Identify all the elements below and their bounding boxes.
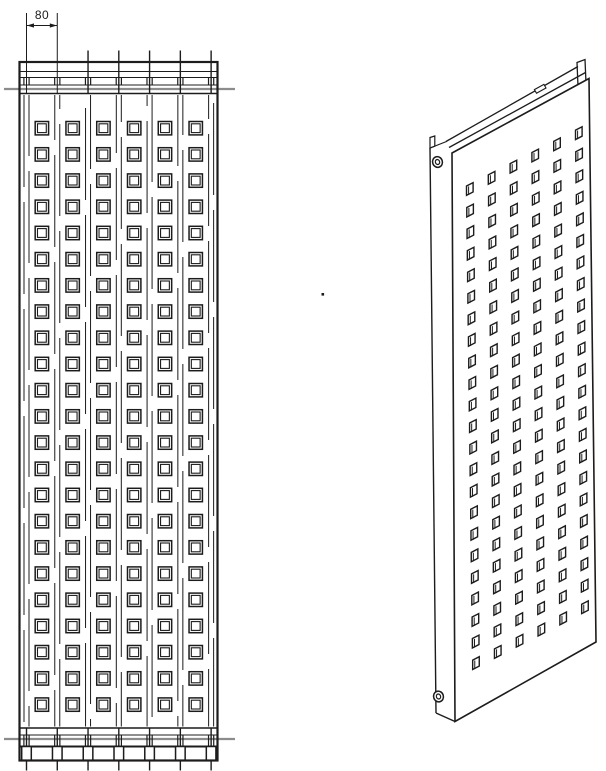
isometric-view [430, 60, 596, 722]
artifact-dot [322, 293, 325, 296]
dimension-value: 80 [34, 8, 50, 22]
front-view [4, 13, 235, 771]
